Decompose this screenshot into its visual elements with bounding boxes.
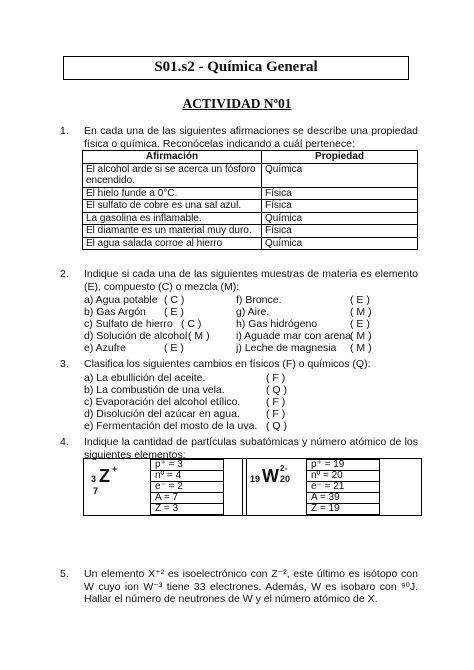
list-item-answer: ( F )	[266, 396, 286, 408]
list-item-answer: ( F )	[266, 372, 286, 384]
question-text: Indique la cantidad de partículas subatómicas y número atómico de los siguientes elementos:	[84, 436, 418, 461]
list-item-label: e) Azufre	[84, 342, 127, 354]
table-header-row	[83, 151, 418, 164]
table-cell: A = 39	[307, 493, 380, 504]
atomic-subscript: 7	[93, 486, 99, 496]
list-item-answer: ( F )	[266, 408, 286, 420]
table-cell: Física	[262, 187, 418, 200]
list-item-answer: ( E )	[350, 294, 370, 306]
table-row	[83, 163, 418, 187]
question-text: Clasifica los siguientes cambios en físicos (F) o químicos (Q):	[84, 358, 371, 370]
table-row	[307, 493, 380, 504]
question-number: 1.	[60, 125, 69, 137]
table-row	[83, 212, 418, 225]
table-row	[307, 460, 380, 471]
question-5	[60, 568, 418, 606]
list-item-answer: ( C )	[181, 318, 202, 330]
table-row	[83, 200, 418, 213]
table-cell: e⁻ = 21	[307, 482, 380, 493]
properties-table	[82, 150, 418, 250]
particles-table-w	[306, 459, 380, 515]
table-cell: El diamante es un material muy duro.	[83, 225, 262, 238]
mass-number: 3	[91, 474, 97, 484]
question-text: Un elemento X⁺² es isoelectrónico con Z⁻², este último es isótopo con W cuyo ion W⁻³ tiene 33 electrones. Además, W es isobaro con ⁹⁰J. Hallar el número de neutrones de W y el número atómico de X.	[84, 568, 418, 605]
list-item-answer: ( C )	[164, 294, 185, 306]
question-number: 4.	[60, 436, 69, 448]
list-item-label: i) Aguade mar con arena	[236, 330, 351, 342]
list-item-label: b) Gas Argón	[84, 306, 146, 318]
list-item-answer: ( E )	[350, 318, 370, 330]
list-item-answer: ( M )	[188, 330, 210, 342]
table-cell: Z = 19	[307, 504, 380, 515]
table-row	[151, 493, 224, 504]
activity-title: ACTIVIDAD Nº01	[182, 96, 292, 111]
table-cell: nº = 4	[151, 471, 224, 482]
table-row	[307, 482, 380, 493]
question-number: 5.	[60, 568, 69, 580]
ion-charge: +	[112, 464, 118, 474]
list-item-label: d) Solución de alcohol	[84, 330, 188, 342]
list-item-label: d) Disolución del azúcar en agua.	[84, 408, 240, 420]
table-row	[151, 482, 224, 493]
neutron-label: 20	[280, 474, 291, 484]
table-row	[83, 187, 418, 200]
list-item-label: h) Gas hidrógeno	[236, 318, 318, 330]
element-symbol: Z	[99, 466, 110, 486]
page-title-box	[63, 56, 409, 80]
table-cell: Física	[262, 225, 418, 238]
list-item-label: c) Sulfato de hierro	[84, 318, 173, 330]
table-row	[83, 225, 418, 238]
particles-table-z	[150, 459, 224, 515]
question-3	[60, 358, 418, 371]
list-item-label: a) La ebullición del aceite.	[84, 372, 206, 384]
page-title: S01.s2 - Química General	[154, 59, 318, 75]
column-header: Propiedad	[262, 151, 418, 164]
question-1	[60, 125, 418, 151]
table-row	[151, 460, 224, 471]
table-row	[307, 504, 380, 515]
nuclide-symbol-w	[250, 466, 294, 496]
table-cell: p⁺ = 19	[307, 460, 380, 471]
list-item-label: e) Fermentación del mosto de la uva.	[84, 420, 258, 432]
element-symbol: W	[262, 466, 279, 486]
table-row	[151, 504, 224, 515]
list-item-answer: ( M )	[350, 330, 372, 342]
list-item-label: c) Evaporación del alcohol etílico.	[84, 396, 241, 408]
table-cell: El hielo funde a 0°C.	[83, 187, 262, 200]
list-item-answer: ( E )	[164, 342, 184, 354]
list-item-answer: ( Q )	[266, 384, 287, 396]
table-cell: Física	[262, 200, 418, 213]
table-cell: nº = 20	[307, 471, 380, 482]
ion-charge: 2-	[280, 464, 288, 473]
column-header: Afirmación	[83, 151, 262, 164]
list-item-label: j) Leche de magnesia	[236, 342, 337, 354]
table-cell: e⁻ = 2	[151, 482, 224, 493]
table-cell: Química	[262, 212, 418, 225]
list-item-answer: ( M )	[350, 306, 372, 318]
question-2	[60, 268, 418, 294]
question-number: 2.	[60, 268, 69, 280]
mass-number: 19	[250, 474, 261, 484]
table-cell: Química	[262, 237, 418, 250]
list-item-label: g) Aire.	[236, 306, 270, 318]
list-item-answer: ( E )	[164, 306, 184, 318]
table-cell: p⁺ = 3	[151, 460, 224, 471]
table-row	[307, 471, 380, 482]
table-cell: Química	[262, 163, 418, 187]
table-row	[83, 237, 418, 250]
list-item-label: b) La combustión de una vela.	[84, 384, 225, 396]
table-cell: El sulfato de cobre es una sal azul.	[83, 200, 262, 213]
question-number: 3.	[60, 358, 69, 370]
table-row	[151, 471, 224, 482]
list-item-label: f) Bronce.	[236, 294, 282, 306]
question-text: Indique si cada una de las siguientes muestras de materia es elemento (E), compuesto (C) o mezcla (M):	[84, 268, 418, 293]
table-cell: A = 7	[151, 493, 224, 504]
table-cell: El agua salada corroe al hierro	[83, 237, 262, 250]
nuclide-symbol-z	[91, 466, 127, 496]
table-cell: El alcohol arde si se acerca un fósforo encendido.	[83, 163, 262, 187]
list-item-answer: ( M )	[350, 342, 372, 354]
list-item-answer: ( Q )	[266, 420, 287, 432]
question-text: En cada una de las siguientes afirmaciones se describe una propiedad física o química. Reconócelas indicando a cuál pertenece:	[84, 125, 418, 150]
table-cell: La gasolina es inflamable.	[83, 212, 262, 225]
list-item-label: a) Agua potable	[84, 294, 158, 306]
table-cell: Z = 3	[151, 504, 224, 515]
